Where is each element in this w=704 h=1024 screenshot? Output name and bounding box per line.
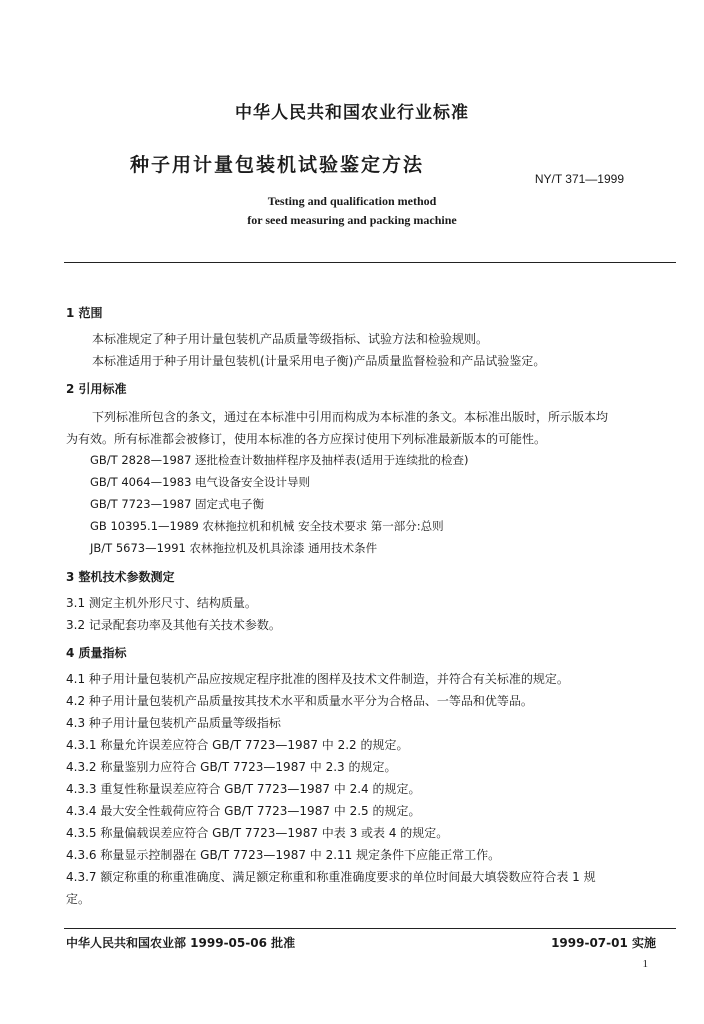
section-1-heading: 1 范围 xyxy=(66,306,103,320)
clause-item: 4.3.1 称量允许误差应符合 GB/T 7723—1987 中 2.2 的规定。 xyxy=(66,738,409,752)
clause-item-continuation: 定。 xyxy=(66,892,91,906)
standard-number: NY/T 371—1999 xyxy=(534,172,624,186)
clause-item: 4.3.5 称量偏载误差应符合 GB/T 7723—1987 中表 3 或表 4 的规定。 xyxy=(66,826,449,840)
clause-item: 3.1 测定主机外形尺寸、结构质量。 xyxy=(66,596,257,610)
referenced-standard: JB/T 5673—1991 农林拖拉机及机具涂漆 通用技术条件 xyxy=(90,541,378,555)
clause-item: 4.3 种子用计量包装机产品质量等级指标 xyxy=(66,716,281,730)
referenced-standard: GB/T 7723—1987 固定式电子衡 xyxy=(90,497,265,511)
referenced-standard: GB 10395.1—1989 农林拖拉机和机械 安全技术要求 第一部分:总则 xyxy=(90,519,444,533)
page-number: 1 xyxy=(642,958,648,970)
clause-item: 4.3.4 最大安全性载荷应符合 GB/T 7723—1987 中 2.5 的规定。 xyxy=(66,804,421,818)
implementation-date: 1999-07-01 实施 xyxy=(551,936,656,950)
section-3-heading: 3 整机技术参数测定 xyxy=(66,570,175,584)
referenced-standard: GB/T 2828—1987 逐批检查计数抽样程序及抽样表(适用于连续批的检查) xyxy=(90,453,469,467)
clause-item: 4.3.6 称量显示控制器在 GB/T 7723—1987 中 2.11 规定条件下应能正常工作。 xyxy=(66,848,501,862)
document-title: 种子用计量包装机试验鉴定方法 xyxy=(130,154,425,176)
section-2-paragraph-line-2: 为有效。所有标准都会被修订，使用本标准的各方应探讨使用下列标准最新版本的可能性。 xyxy=(66,432,547,446)
section-1-paragraph-2: 本标准适用于种子用计量包装机(计量采用电子衡)产品质量监督检验和产品试验鉴定。 xyxy=(92,354,546,368)
referenced-standard: GB/T 4064—1983 电气设备安全设计导则 xyxy=(90,475,311,489)
clause-item: 4.3.7 额定称重的称重准确度、满足额定称重和称重准确度要求的单位时间最大填袋数应符合表 1 规 xyxy=(66,870,596,884)
clause-item: 4.3.2 称量鉴别力应符合 GB/T 7723—1987 中 2.3 的规定。 xyxy=(66,760,397,774)
section-1-paragraph-1: 本标准规定了种子用计量包装机产品质量等级指标、试验方法和检验规则。 xyxy=(92,332,489,346)
issuing-organization: 中华人民共和国农业行业标准 xyxy=(235,103,469,123)
approval-date: 中华人民共和国农业部 1999-05-06 批准 xyxy=(66,936,296,950)
header-divider xyxy=(64,262,676,263)
section-4-heading: 4 质量指标 xyxy=(66,646,127,660)
english-title-line-2: for seed measuring and packing machine xyxy=(247,213,457,227)
clause-item: 3.2 记录配套功率及其他有关技术参数。 xyxy=(66,618,281,632)
clause-item: 4.1 种子用计量包装机产品应按规定程序批准的图样及技术文件制造，并符合有关标准的规定。 xyxy=(66,672,569,686)
clause-item: 4.2 种子用计量包装机产品质量按其技术水平和质量水平分为合格品、一等品和优等品。 xyxy=(66,694,533,708)
footer-divider xyxy=(64,928,676,929)
english-title-line-1: Testing and qualification method xyxy=(267,194,437,208)
section-2-heading: 2 引用标准 xyxy=(66,382,127,396)
section-2-paragraph-line-1: 下列标准所包含的条文，通过在本标准中引用而构成为本标准的条文。本标准出版时，所示版本均 xyxy=(92,410,609,424)
clause-item: 4.3.3 重复性称量误差应符合 GB/T 7723—1987 中 2.4 的规定。 xyxy=(66,782,421,796)
